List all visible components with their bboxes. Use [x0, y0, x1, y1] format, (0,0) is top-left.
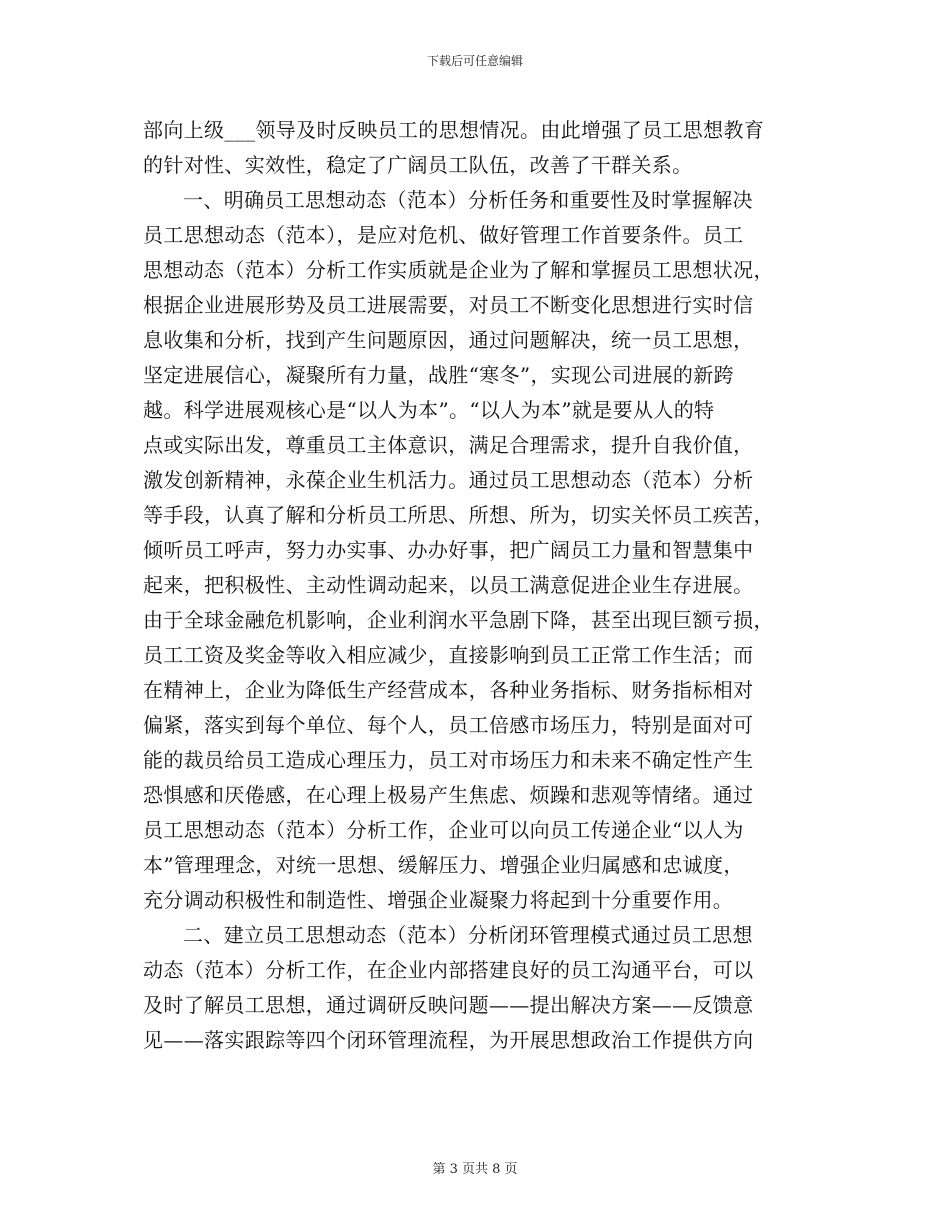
document-body [143, 113, 803, 1058]
text-line: 在精神上，企业为降低生产经营成本，各种业务指标、财务指标相对 [143, 678, 754, 702]
page-number-footer: 第 3 页共 8 页 [432, 1162, 518, 1177]
text-line: 员工思想动态（范本），是应对危机、做好管理工作首要条件。员工 [143, 223, 744, 247]
text-line: 起来，把积极性、主动性调动起来，以员工满意促进企业生存进展。 [143, 573, 754, 597]
text-line: 能的裁员给员工造成心理压力，员工对市场压力和未来不确定性产生 [143, 748, 754, 772]
text-line: 根据企业进展形势及员工进展需要，对员工不断变化思想进行实时信 [143, 293, 754, 317]
text-line: 等手段，认真了解和分析员工所思、所想、所为，切实关怀员工疾苦， [143, 503, 774, 527]
text-line: 思想动态（范本）分析工作实质就是企业为了解和掌握员工思想状况， [143, 258, 774, 282]
text-line: 由于全球金融危机影响，企业利润水平急剧下降，甚至出现巨额亏损， [143, 608, 774, 632]
text-line: 见——落实跟踪等四个闭环管理流程，为开展思想政治工作提供方向 [143, 1028, 754, 1052]
text-line: 及时了解员工思想，通过调研反映问题——提出解决方案——反馈意 [143, 993, 754, 1017]
text-line: 点或实际出发，尊重员工主体意识，满足合理需求，提升自我价值， [143, 433, 754, 457]
text-line: 激发创新精神，永葆企业生机活力。通过员工思想动态（范本）分析 [143, 468, 754, 492]
paragraph-heading-1: 一、明确员工思想动态（范本）分析任务和重要性及时掌握解决 [183, 188, 753, 212]
text-line: 息收集和分析，找到产生问题原因，通过问题解决，统一员工思想， [143, 328, 754, 352]
text-line: 充分调动积极性和制造性、增强企业凝聚力将起到十分重要作用。 [143, 888, 734, 912]
text-line: 的针对性、实效性，稳定了广阔员工队伍，改善了干群关系。 [143, 153, 693, 177]
text-line: 本”管理理念，对统一思想、缓解压力、增强企业归属感和忠诚度， [143, 853, 744, 877]
text-line: 坚定进展信心，凝聚所有力量，战胜“寒冬”，实现公司进展的新跨 [143, 363, 734, 387]
text-line: 偏紧，落实到每个单位、每个人，员工倍感市场压力，特别是面对可 [143, 713, 754, 737]
text-line: 员工思想动态（范本）分析工作，企业可以向员工传递企业“以人为 [143, 818, 744, 842]
text-line: 动态（范本）分析工作，在企业内部搭建良好的员工沟通平台，可以 [143, 958, 754, 982]
text-line: 倾听员工呼声，努力办实事、办办好事，把广阔员工力量和智慧集中 [143, 538, 754, 562]
text-line: 越。科学进展观核心是“以人为本”。“以人为本”就是要从人的特 [143, 398, 715, 422]
text-line: 部向上级___领导及时反映员工的思想情况。由此增强了员工思想教育 [143, 118, 765, 142]
text-line: 恐惧感和厌倦感，在心理上极易产生焦虑、烦躁和悲观等情绪。通过 [143, 783, 754, 807]
page-header: 下载后可任意编辑 [426, 54, 523, 68]
paragraph-heading-2: 二、建立员工思想动态（范本）分析闭环管理模式通过员工思想 [183, 923, 753, 947]
text-line: 员工工资及奖金等收入相应减少，直接影响到员工正常工作生活；而 [143, 643, 754, 667]
